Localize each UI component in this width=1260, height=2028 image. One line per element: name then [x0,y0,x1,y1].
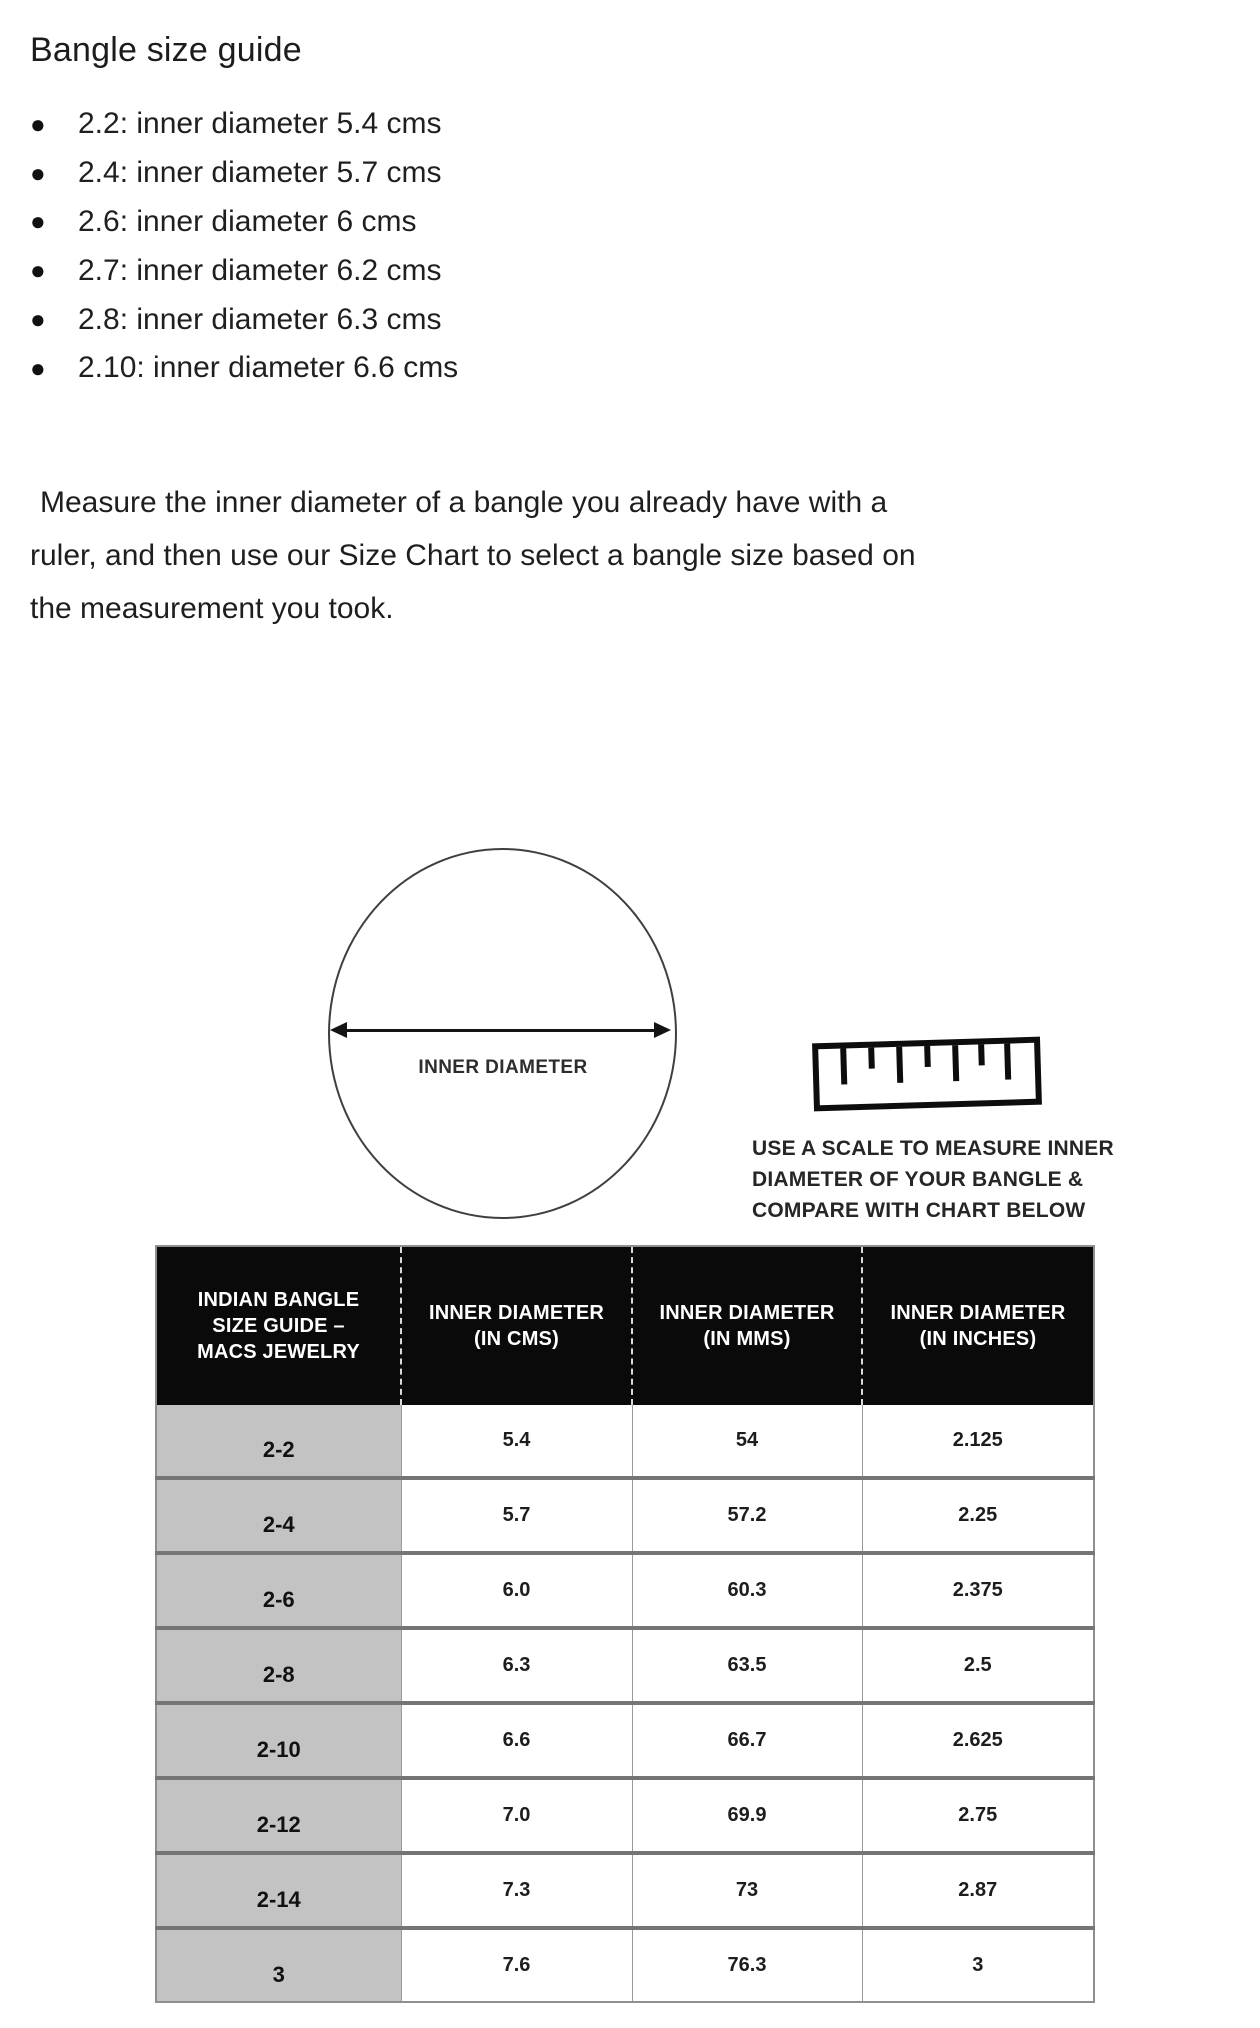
cell-cms: 6.3 [401,1628,632,1703]
table-row [156,1553,1094,1628]
list-item-text: 2.7: inner diameter 6.2 cms [78,253,442,287]
cell-inches: 2.125 [862,1405,1094,1478]
cell-size: 3 [156,1928,401,2002]
measure-instructions: Measure the inner diameter of a bangle you already have with a ruler, and then use our Size Chart to select a bangle size based on the measurement you took. [30,486,916,625]
bullet-icon: ● [30,108,46,139]
list-item [30,100,458,149]
bullet-icon: ● [30,255,46,286]
ruler-tick [924,1046,931,1067]
cell-mms: 66.7 [632,1703,862,1778]
table-row [156,1853,1094,1928]
list-item [30,246,458,295]
cell-size: 2-14 [156,1853,401,1928]
bangle-circle [328,848,677,1219]
cell-inches: 2.375 [862,1553,1094,1628]
cell-mms: 54 [632,1405,862,1478]
list-item [30,295,458,344]
list-item-text: 2.2: inner diameter 5.4 cms [78,107,442,141]
page-title: Bangle size guide [30,30,302,69]
table-row [156,1928,1094,2002]
table-row [156,1628,1094,1703]
ruler-caption-line: COMPARE WITH CHART BELOW [752,1199,1086,1222]
bullet-icon: ● [30,304,46,335]
ruler-tick [840,1048,847,1084]
diameter-arrow [342,1029,660,1032]
cell-mms: 73 [632,1853,862,1928]
header-mms: INNER DIAMETER (IN MMS) [632,1246,862,1405]
list-item-text: 2.8: inner diameter 6.3 cms [78,302,442,336]
cell-size: 2-6 [156,1553,401,1628]
cell-size: 2-4 [156,1478,401,1553]
ruler-caption-line: DIAMETER OF YOUR BANGLE & [752,1168,1084,1191]
cell-inches: 3 [862,1928,1094,2002]
header-inches: INNER DIAMETER (IN INCHES) [862,1246,1094,1405]
cell-cms: 6.0 [401,1553,632,1628]
cell-mms: 76.3 [632,1928,862,2002]
cell-cms: 5.7 [401,1478,632,1553]
cell-cms: 7.6 [401,1928,632,2002]
list-item [30,344,458,393]
table-row [156,1703,1094,1778]
table-row [156,1778,1094,1853]
ruler-tick [978,1044,985,1065]
list-item [30,198,458,247]
list-item-text: 2.6: inner diameter 6 cms [78,204,417,238]
ruler-tick [896,1047,903,1083]
cell-size: 2-12 [156,1778,401,1853]
cell-mms: 57.2 [632,1478,862,1553]
cell-inches: 2.87 [862,1853,1094,1928]
table-header-row [156,1246,1094,1405]
list-item-text: 2.10: inner diameter 6.6 cms [78,351,459,385]
arrow-right-icon [654,1022,671,1038]
ruler-tick [952,1045,959,1081]
cell-inches: 2.25 [862,1478,1094,1553]
cell-mms: 69.9 [632,1778,862,1853]
ruler-icon [812,1037,1042,1112]
cell-mms: 63.5 [632,1628,862,1703]
cell-cms: 6.6 [401,1703,632,1778]
header-cms: INNER DIAMETER (IN CMS) [401,1246,632,1405]
cell-cms: 7.0 [401,1778,632,1853]
list-item-text: 2.4: inner diameter 5.7 cms [78,156,442,190]
ruler-tick [1004,1044,1011,1080]
ruler-tick [868,1048,875,1069]
inner-diameter-label: INNER DIAMETER [418,1057,588,1078]
arrow-left-icon [330,1022,347,1038]
header-size-guide: INDIAN BANGLE SIZE GUIDE – MACS JEWELRY [156,1246,401,1405]
size-chart-table [155,1245,1095,2003]
cell-size: 2-10 [156,1703,401,1778]
cell-cms: 7.3 [401,1853,632,1928]
table-row [156,1405,1094,1478]
list-item [30,149,458,198]
bullet-icon: ● [30,206,46,237]
cell-inches: 2.75 [862,1778,1094,1853]
cell-size: 2-8 [156,1628,401,1703]
cell-inches: 2.625 [862,1703,1094,1778]
ruler-caption [752,1133,1114,1226]
cell-size: 2-2 [156,1405,401,1478]
cell-mms: 60.3 [632,1553,862,1628]
cell-cms: 5.4 [401,1405,632,1478]
cell-inches: 2.5 [862,1628,1094,1703]
size-list [30,100,458,393]
ruler-caption-line: USE A SCALE TO MEASURE INNER [752,1137,1114,1160]
table-row [156,1478,1094,1553]
bullet-icon: ● [30,352,46,383]
bullet-icon: ● [30,157,46,188]
